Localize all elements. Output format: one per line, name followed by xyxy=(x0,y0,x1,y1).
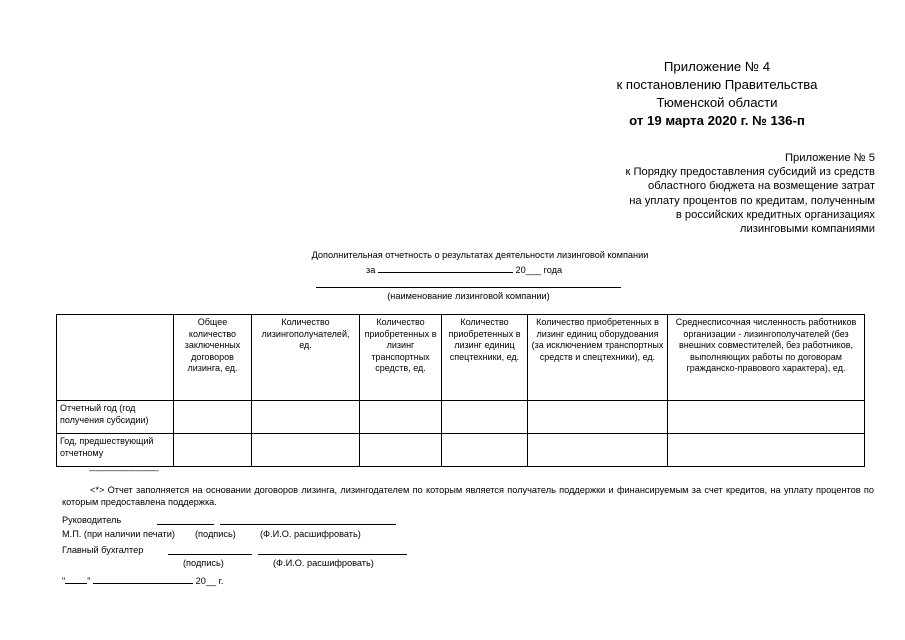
header-headcount: Среднесписочная численность работников организации - лизингополучателей (без внешних совместителей, без работников, выполняющих работы по договорам гражданско-правового характера), ед. xyxy=(668,315,865,401)
company-caption: (наименование лизинговой компании) xyxy=(387,291,550,301)
head-name-caption: (Ф.И.О. расшифровать) xyxy=(260,529,361,539)
footnote-separator: -------------------------------- xyxy=(89,466,159,475)
appendix5-block xyxy=(555,151,875,236)
period-prefix: за xyxy=(366,265,376,275)
date-day-field[interactable] xyxy=(65,573,87,584)
appendix4-line2: к постановлению Правительства xyxy=(616,77,818,92)
table-row xyxy=(57,434,865,467)
table-cell[interactable] xyxy=(360,434,442,467)
accountant-label: Главный бухгалтер xyxy=(62,545,144,555)
row-label-previous-year: Год, предшествующий отчетному xyxy=(57,434,174,467)
table-cell[interactable] xyxy=(360,401,442,434)
appendix4-block xyxy=(597,58,837,130)
appendix4-resolution: от 19 марта 2020 г. № 136-п xyxy=(629,113,805,128)
head-signature-caption: (подпись) xyxy=(195,529,236,539)
appendix5-line5: в российских кредитных организациях xyxy=(675,208,875,221)
appendix4-line3: Тюменской области xyxy=(656,95,778,110)
report-title: Дополнительная отчетность о результатах деятельности лизинговой компании xyxy=(311,250,649,260)
table-cell[interactable] xyxy=(252,434,360,467)
table-cell[interactable] xyxy=(252,401,360,434)
table-cell[interactable] xyxy=(528,401,668,434)
header-vehicles: Количество приобретенных в лизинг транспортных средств, ед. xyxy=(360,315,442,401)
period-year: 20___ года xyxy=(515,265,563,275)
table-cell[interactable] xyxy=(442,401,528,434)
accountant-signature-line[interactable] xyxy=(168,554,252,555)
table-cell[interactable] xyxy=(668,434,865,467)
head-signature-line[interactable] xyxy=(157,524,214,525)
table-row xyxy=(57,401,865,434)
period-line[interactable] xyxy=(378,262,513,273)
table-cell[interactable] xyxy=(528,434,668,467)
appendix5-line4: на уплату процентов по кредитам, полученным xyxy=(629,194,875,207)
header-equipment: Количество приобретенных в лизинг единиц оборудования (за исключением транспортных средств и спецтехники), ед. xyxy=(528,315,668,401)
date-month-field[interactable] xyxy=(93,573,193,584)
report-table xyxy=(56,314,865,467)
head-name-line[interactable] xyxy=(220,524,396,525)
date-quote-open: " xyxy=(62,576,66,586)
accountant-signature-caption: (подпись) xyxy=(183,558,224,568)
accountant-name-caption: (Ф.И.О. расшифровать) xyxy=(273,558,374,568)
table-cell[interactable] xyxy=(668,401,865,434)
table-cell[interactable] xyxy=(442,434,528,467)
appendix5-line3: областного бюджета на возмещение затрат xyxy=(648,180,875,193)
date-year: 20__ г. xyxy=(195,576,224,586)
table-header-row xyxy=(57,315,865,401)
stamp-label: М.П. (при наличии печати) xyxy=(62,529,175,539)
appendix5-line2: к Порядку предоставления субсидий из средств xyxy=(625,166,875,179)
appendix5-title: Приложение № 5 xyxy=(784,152,875,164)
report-period xyxy=(366,262,626,276)
date-quote-close: " xyxy=(87,576,91,586)
date-line xyxy=(62,573,223,587)
head-label: Руководитель xyxy=(62,515,122,525)
header-special-equipment: Количество приобретенных в лизинг единиц спецтехники, ед. xyxy=(442,315,528,401)
footnote-text: <*> Отчет заполняется на основании договоров лизинга, лизингодателем по которым является получатель поддержки и финансируемым за счет кредитов, на уплату процентов по которым предоставлена поддержка. xyxy=(62,485,874,507)
header-contracts: Общее количество заключенных договоров лизинга, ед. xyxy=(174,315,252,401)
table-cell[interactable] xyxy=(174,401,252,434)
header-corner xyxy=(57,315,174,401)
accountant-name-line[interactable] xyxy=(258,554,407,555)
row-label-reporting-year: Отчетный год (год получения субсидии) xyxy=(57,401,174,434)
company-name-line[interactable] xyxy=(316,287,621,288)
appendix5-line6: лизинговыми компаниями xyxy=(739,223,875,236)
appendix4-title: Приложение № 4 xyxy=(663,59,771,74)
header-lessees: Количество лизингополучателей, ед. xyxy=(252,315,360,401)
table-cell[interactable] xyxy=(174,434,252,467)
